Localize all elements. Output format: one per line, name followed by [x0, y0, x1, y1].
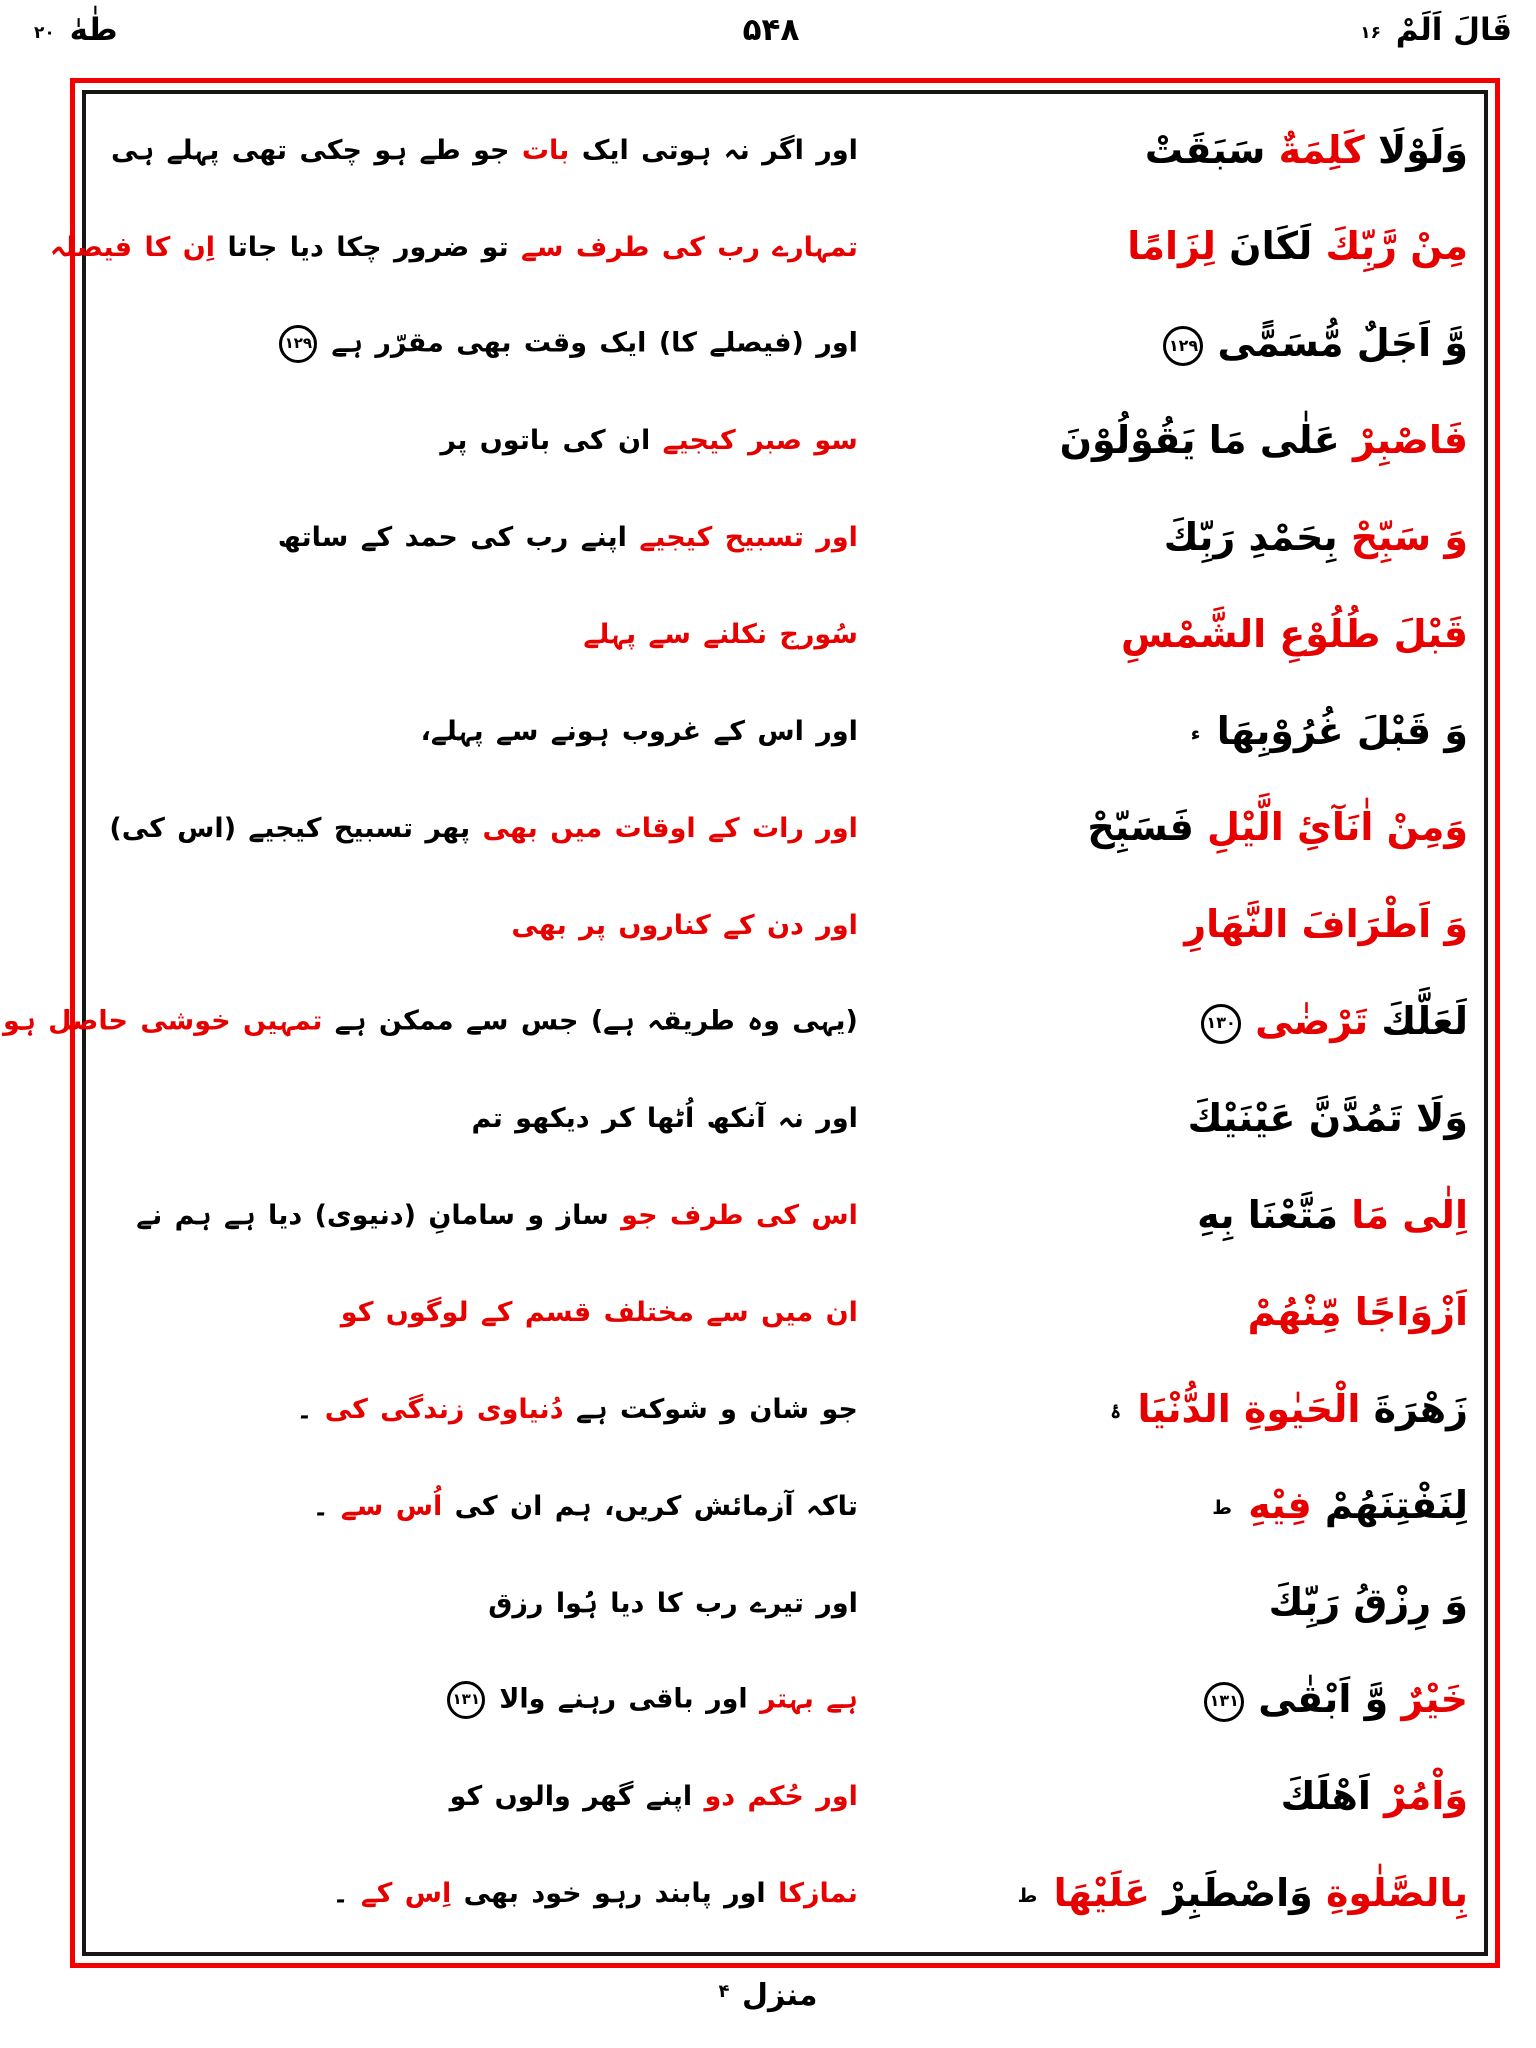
- arabic-text: [862, 1000, 1484, 1044]
- urdu-text: [86, 522, 862, 553]
- arabic-text: [862, 322, 1484, 366]
- verse-rows: [3, 94, 1484, 1952]
- arabic-text-segment: بِحَمْدِ رَبِّكَ: [1163, 514, 1338, 559]
- urdu-text-segment: اور حُکم دو: [692, 1781, 858, 1813]
- verse-row: [86, 393, 1484, 490]
- arabic-text-segment: وَمِنْ اٰنَآئِ الَّيْلِ: [1193, 805, 1468, 850]
- arabic-text: [862, 225, 1484, 269]
- urdu-text: [49, 231, 862, 263]
- arabic-text-segment: تَرْضٰى: [1255, 999, 1369, 1044]
- urdu-text: [86, 1878, 862, 1909]
- arabic-text-segment: لَعَلَّكَ: [1368, 999, 1468, 1044]
- verse-number-badge: ۱۳۱: [1204, 1682, 1244, 1722]
- page-number: [743, 12, 800, 48]
- arabic-text-segment: وَّ اَجَلٌ مُّسَمًّى: [1217, 321, 1468, 366]
- surah-number: ۲۰: [34, 23, 55, 43]
- urdu-text: [86, 1394, 862, 1425]
- arabic-text-segment: فِيْهِ: [1235, 1483, 1312, 1528]
- urdu-text: [86, 1781, 862, 1812]
- arabic-text: [862, 903, 1484, 947]
- arabic-text: [862, 613, 1484, 657]
- verse-row: [86, 683, 1484, 780]
- urdu-text: [86, 813, 862, 844]
- juz-name: قَالَ اَلَمْ: [1395, 12, 1512, 48]
- arabic-text-segment: وَ اَطْرَافَ النَّهَارِ: [1184, 902, 1468, 947]
- arabic-text-segment: مِنْ رَّبِّكَ: [1312, 224, 1468, 269]
- manzil-label: منزل: [741, 1978, 818, 2013]
- verse-row: [86, 489, 1484, 586]
- urdu-text-segment: اور تسبیح کیجیے: [626, 522, 858, 554]
- arabic-text-segment: عَلٰى مَا يَقُوْلُوْنَ: [1059, 418, 1340, 463]
- urdu-text-segment: اور اس کے غروب ہونے سے پہلے،: [420, 715, 858, 747]
- urdu-text: [86, 425, 862, 456]
- urdu-text-segment: تاکہ آزمائش کریں، ہم ان کی: [442, 1490, 858, 1522]
- urdu-text-segment: تمہیں خوشی حاصل ہو: [3, 1005, 323, 1037]
- arabic-text-segment: ط: [1212, 1497, 1233, 1520]
- arabic-text-segment: فَسَبِّحْ: [1087, 805, 1194, 850]
- urdu-text-segment: ساز و سامانِ (دنیوی) دیا ہے ہم نے: [136, 1200, 609, 1232]
- urdu-text-segment: پھر تسبیح کیجیے (اس کی): [109, 812, 471, 844]
- urdu-text-segment: ان میں سے مختلف قسم کے لوگوں کو: [340, 1297, 858, 1329]
- surah-name-header: [30, 12, 118, 48]
- arabic-text: [862, 1194, 1484, 1238]
- urdu-text-segment: ۔: [312, 1490, 329, 1522]
- arabic-text-segment: لِنَفْتِنَهُمْ: [1311, 1483, 1468, 1528]
- urdu-text-segment: ان کی باتوں پر: [440, 425, 651, 457]
- urdu-text-segment: اور دن کے کناروں پر بھی: [511, 909, 858, 941]
- urdu-text-segment: جو طے ہو چکی تھی پہلے ہی: [111, 134, 510, 166]
- urdu-text: [86, 1491, 862, 1522]
- verse-row: [86, 1652, 1484, 1749]
- surah-name: طٰهٰ: [69, 12, 118, 48]
- verse-row: [86, 1555, 1484, 1652]
- arabic-text-segment: اَزْوَاجًا مِّنْهُمْ: [1247, 1289, 1468, 1334]
- verse-number-badge: ۱۳۰: [1201, 1004, 1241, 1044]
- urdu-text-segment: تمہارے رب کی طرف سے: [508, 231, 858, 263]
- urdu-text-segment: اور باقی رہنے والا: [499, 1683, 748, 1715]
- arabic-text-segment: وَلَا تَمُدَّنَّ عَيْنَيْكَ: [1187, 1096, 1468, 1141]
- urdu-text: [86, 1588, 862, 1619]
- verse-row: [3, 974, 1484, 1071]
- urdu-text: [86, 619, 862, 650]
- arabic-text-segment: وَلَوْلَا: [1364, 127, 1468, 172]
- verse-row: [86, 780, 1484, 877]
- page-header: [30, 12, 1512, 70]
- verse-row: [86, 1361, 1484, 1458]
- arabic-text: [862, 1678, 1484, 1722]
- urdu-text-segment: اِن کا فیصلہ: [49, 231, 216, 263]
- arabic-text-segment: سَبَقَتْ: [1144, 127, 1266, 172]
- arabic-text: [862, 419, 1484, 463]
- verse-number-badge: ۱۳۱: [447, 1681, 485, 1719]
- urdu-text-segment: اور رات کے اوقات میں بھی: [470, 812, 858, 844]
- arabic-text-segment: وَاْمُرْ: [1370, 1773, 1468, 1818]
- urdu-text: [86, 135, 862, 166]
- urdu-text-segment: ہے بہتر: [747, 1683, 858, 1715]
- arabic-text-segment: بِالصَّلٰوةِ: [1312, 1870, 1468, 1915]
- urdu-text: [86, 1103, 862, 1134]
- urdu-text: [86, 1297, 862, 1328]
- arabic-text: [862, 806, 1484, 850]
- urdu-text-segment: اس کی طرف جو: [608, 1200, 858, 1232]
- arabic-text-segment: وَاصْطَبِرْ: [1149, 1870, 1313, 1915]
- verse-row: [86, 586, 1484, 683]
- verse-row: [49, 199, 1484, 296]
- arabic-text: [862, 516, 1484, 560]
- arabic-text-segment: عَلَيْهَا: [1040, 1870, 1150, 1915]
- arabic-text-segment: فَاصْبِرْ: [1339, 418, 1468, 463]
- urdu-text-segment: جو شان و شوکت ہے: [563, 1393, 858, 1425]
- verse-row: [86, 296, 1484, 393]
- arabic-text-segment: وَ رِزْقُ رَبِّكَ: [1268, 1580, 1468, 1625]
- arabic-text-segment: اِلٰى مَا: [1337, 1192, 1468, 1237]
- arabic-text: [862, 1097, 1484, 1141]
- verse-row: [86, 877, 1484, 974]
- urdu-text-segment: اُس سے: [328, 1490, 443, 1522]
- urdu-text: [86, 910, 862, 941]
- arabic-text-segment: لَكَانَ: [1215, 224, 1313, 269]
- urdu-text: [86, 325, 862, 363]
- manzil-number: ۴: [718, 1981, 730, 2002]
- arabic-text-segment: وَ قَبْلَ غُرُوْبِهَا: [1203, 708, 1468, 753]
- juz-name-header: [1356, 12, 1512, 48]
- urdu-text-segment: اور نہ آنکھ اُٹھا کر دیکھو تم: [471, 1103, 858, 1135]
- arabic-text-segment: كَلِمَةٌ: [1265, 127, 1365, 172]
- urdu-text-segment: نمازکا: [765, 1878, 858, 1910]
- urdu-text: [86, 1200, 862, 1231]
- urdu-text-segment: اور (فیصلے کا) ایک وقت بھی مقرّر ہے: [331, 327, 858, 359]
- arabic-text-segment: ۂ: [1110, 1400, 1122, 1423]
- verse-row: [86, 1748, 1484, 1845]
- urdu-text-segment: سُورج نکلنے سے پہلے: [583, 619, 858, 651]
- urdu-text-segment: دُنیاوی زندگی کی: [312, 1393, 564, 1425]
- arabic-text-segment: قَبْلَ طُلُوْعِ الشَّمْسِ: [1120, 611, 1468, 656]
- verse-row: [86, 1845, 1484, 1942]
- verse-row: [86, 102, 1484, 199]
- verse-number-badge: ۱۲۹: [279, 325, 317, 363]
- arabic-text-segment: مَتَّعْنَا بِهِ: [1197, 1192, 1338, 1237]
- urdu-text-segment: ۔: [332, 1878, 349, 1910]
- urdu-text-segment: اور پابند رہو خود بھی: [451, 1878, 766, 1910]
- urdu-text: [86, 1681, 862, 1719]
- urdu-text-segment: اور اگر نہ ہوتی ایک: [569, 134, 858, 166]
- urdu-text-segment: اپنے رب کی حمد کے ساتھ: [277, 522, 627, 554]
- verse-row: [86, 1167, 1484, 1264]
- urdu-text-segment: اور تیرے رب کا دیا ہُوا رزق: [488, 1587, 858, 1619]
- verse-row: [86, 1458, 1484, 1555]
- arabic-text: [862, 129, 1484, 173]
- arabic-text-segment: وَّ اَبْقٰى: [1258, 1677, 1389, 1722]
- arabic-text: [862, 1872, 1484, 1916]
- arabic-text: [862, 1484, 1484, 1528]
- outer-red-border: [3, 78, 1500, 1968]
- verse-row: [86, 1264, 1484, 1361]
- verse-number-badge: ۱۲۹: [1163, 326, 1203, 366]
- arabic-text-segment: اَهْلَكَ: [1280, 1773, 1371, 1818]
- urdu-text-segment: اِس کے: [348, 1878, 452, 1910]
- urdu-text-segment: اپنے گھر والوں کو: [449, 1781, 693, 1813]
- arabic-text-segment: ط: [1017, 1884, 1038, 1907]
- urdu-text-segment: سو صبر کیجیے: [650, 425, 858, 457]
- urdu-text: [86, 716, 862, 747]
- page-footer: [0, 1978, 1536, 2013]
- inner-black-border: [3, 90, 1488, 1956]
- arabic-text-segment: وَ سَبِّحْ: [1337, 514, 1468, 559]
- urdu-text-segment: تو ضرور چکا دیا جاتا: [215, 231, 509, 263]
- juz-number: ۱۶: [1360, 23, 1381, 43]
- arabic-text-segment: الْحَيٰوةِ الدُّنْيَا: [1124, 1386, 1361, 1431]
- arabic-text-segment: لِزَامًا: [1127, 224, 1216, 269]
- arabic-text: [862, 1291, 1484, 1335]
- page-number-value: ۵۴۸: [742, 12, 800, 48]
- urdu-text-segment: ۔: [296, 1393, 313, 1425]
- arabic-text: [862, 710, 1484, 754]
- arabic-text: [862, 1581, 1484, 1625]
- urdu-text-segment: (یہی وہ طریقہ ہے) جس سے ممکن ہے: [322, 1005, 858, 1037]
- urdu-text-segment: بات: [509, 134, 570, 166]
- arabic-text-segment: ء: [1190, 722, 1201, 745]
- urdu-text: [3, 1003, 862, 1041]
- arabic-text: [862, 1388, 1484, 1432]
- arabic-text-segment: خَيْرٌ: [1388, 1677, 1468, 1722]
- arabic-text-segment: زَهْرَةَ: [1360, 1386, 1468, 1431]
- verse-row: [86, 1070, 1484, 1167]
- arabic-text: [862, 1775, 1484, 1819]
